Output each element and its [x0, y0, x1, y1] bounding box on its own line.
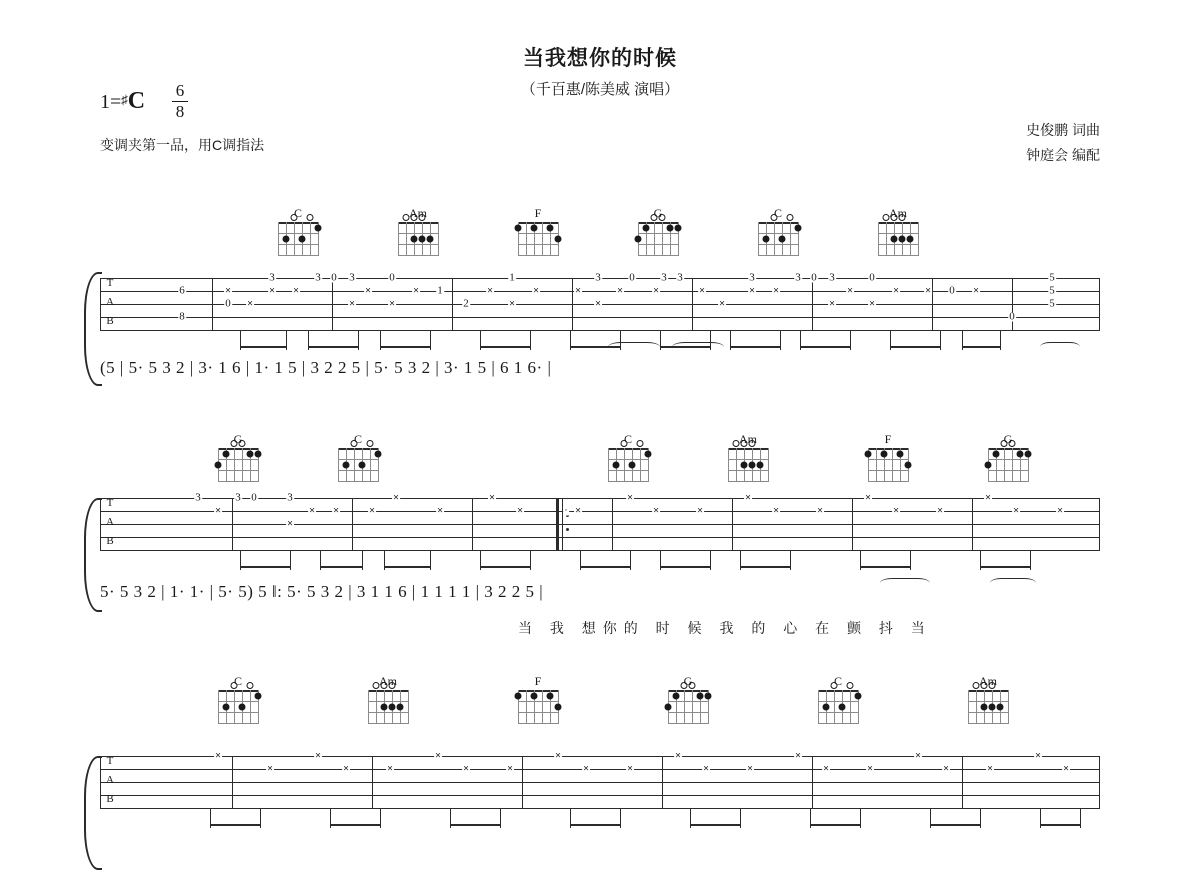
chord-grid — [668, 690, 708, 724]
mute-x-icon: × — [829, 298, 835, 310]
chord-name: C — [833, 674, 842, 688]
chord-grid — [518, 690, 558, 724]
mute-x-icon: × — [487, 285, 493, 297]
time-signature — [172, 82, 188, 121]
tab-number: 0 — [811, 271, 817, 284]
mute-x-icon: × — [463, 763, 469, 775]
chord-grid — [218, 448, 258, 482]
tab-number: 6 — [179, 284, 185, 297]
numbered-notation-row-1: (5 | 5· 5 3 2 | 3· 1 6 | 1· 1 5 | 3 2 2 5 | 5· 5 3 2 | 3· 1 5 | 6 1 6· | — [100, 358, 552, 377]
chord-name: Am — [739, 432, 757, 446]
credit-line-2: 钟庭会 编配 — [1026, 146, 1100, 163]
chord-grid — [878, 222, 918, 256]
mute-x-icon: × — [369, 505, 375, 517]
mute-x-icon: × — [349, 298, 355, 310]
tab-number: 3 — [795, 271, 801, 284]
capo-note: 变调夹第一品，用C调指法 — [100, 137, 265, 153]
mute-x-icon: × — [847, 285, 853, 297]
mute-x-icon: × — [893, 505, 899, 517]
mute-x-icon: × — [393, 492, 399, 504]
mute-x-icon: × — [617, 285, 623, 297]
mute-x-icon: × — [973, 285, 979, 297]
mute-x-icon: × — [509, 298, 515, 310]
mute-x-icon: × — [489, 492, 495, 504]
mute-x-icon: × — [269, 285, 275, 297]
credits — [1026, 118, 1100, 167]
mute-x-icon: × — [925, 285, 931, 297]
time-denominator: 8 — [175, 101, 185, 121]
tab-number: 3 — [315, 271, 321, 284]
sharp-icon: ♯ — [121, 92, 128, 107]
mute-x-icon: × — [435, 750, 441, 762]
chord-name: F — [884, 432, 892, 446]
tab-number: 0 — [869, 271, 875, 284]
mute-x-icon: × — [773, 505, 779, 517]
chord-name: G — [683, 674, 693, 688]
mute-x-icon: × — [653, 285, 659, 297]
mute-x-icon: × — [675, 750, 681, 762]
tab-clef: T A B — [106, 755, 114, 805]
mute-x-icon: × — [937, 505, 943, 517]
mute-x-icon: × — [749, 285, 755, 297]
mute-x-icon: × — [1057, 505, 1063, 517]
chord-name: F — [534, 674, 542, 688]
tab-number: 0 — [389, 271, 395, 284]
mute-x-icon: × — [773, 285, 779, 297]
chord-grid — [758, 222, 798, 256]
mute-x-icon: × — [247, 298, 253, 310]
tab-number: 0 — [331, 271, 337, 284]
mute-x-icon: × — [583, 763, 589, 775]
chord-name: Am — [979, 674, 997, 688]
mute-x-icon: × — [987, 763, 993, 775]
tab-number: 5 — [1049, 284, 1055, 297]
mute-x-icon: × — [333, 505, 339, 517]
mute-x-icon: × — [943, 763, 949, 775]
chord-grid — [278, 222, 318, 256]
chord-grid — [368, 690, 408, 724]
mute-x-icon: × — [365, 285, 371, 297]
tab-number: 3 — [235, 491, 241, 504]
tab-number: 3 — [195, 491, 201, 504]
chord-name: Am — [379, 674, 397, 688]
mute-x-icon: × — [745, 492, 751, 504]
tab-staff-3 — [100, 750, 1100, 808]
tab-number: 3 — [661, 271, 667, 284]
mute-x-icon: × — [315, 750, 321, 762]
mute-x-icon: × — [575, 505, 581, 517]
tab-staff-2 — [100, 491, 1100, 550]
mute-x-icon: × — [555, 750, 561, 762]
mute-x-icon: × — [287, 518, 293, 530]
chord-name: Am — [409, 206, 427, 220]
chord-name: C — [353, 432, 362, 446]
tab-number: 5 — [1049, 271, 1055, 284]
chord-name: Am — [889, 206, 907, 220]
chord-grid — [338, 448, 378, 482]
chord-name: C — [773, 206, 782, 220]
chord-grid — [638, 222, 678, 256]
chord-grid — [868, 448, 908, 482]
tab-number: 3 — [829, 271, 835, 284]
tab-number: 3 — [595, 271, 601, 284]
mute-x-icon: × — [387, 763, 393, 775]
tab-number: 5 — [1049, 297, 1055, 310]
mute-x-icon: × — [653, 505, 659, 517]
credit-line-1: 史俊鹏 词曲 — [1026, 122, 1100, 138]
tab-number: 0 — [1009, 310, 1015, 323]
tab-number: 3 — [269, 271, 275, 284]
tab-number: 2 — [463, 297, 469, 310]
mute-x-icon: × — [823, 763, 829, 775]
chord-grid — [988, 448, 1028, 482]
mute-x-icon: × — [627, 763, 633, 775]
tab-number: 0 — [949, 284, 955, 297]
performers: （千百惠/陈美威 演唱） — [520, 81, 680, 98]
page-title: 当我想你的时候 — [523, 47, 677, 70]
tab-number: 1 — [509, 271, 515, 284]
mute-x-icon: × — [817, 505, 823, 517]
mute-x-icon: × — [215, 750, 221, 762]
mute-x-icon: × — [533, 285, 539, 297]
key-letter: C — [127, 88, 146, 114]
time-numerator: 6 — [175, 81, 185, 100]
tab-number: 1 — [437, 284, 443, 297]
numbered-notation-row-2: 5· 5 3 2 | 1· 1· | 5· 5) 5 ‖: 5· 5 3 2 | 3 1 1 6 | 1 1 1 1 | 3 2 2 5 | — [100, 582, 544, 601]
tab-number: 3 — [677, 271, 683, 284]
slur — [672, 342, 724, 352]
mute-x-icon: × — [697, 505, 703, 517]
tab-clef: T A B — [106, 277, 114, 327]
tab-number: 8 — [179, 310, 185, 323]
chord-grid — [968, 690, 1008, 724]
tab-number: 0 — [225, 297, 231, 310]
chord-grid — [608, 448, 648, 482]
mute-x-icon: × — [1063, 763, 1069, 775]
tab-number: · — [564, 504, 568, 517]
mute-x-icon: × — [389, 298, 395, 310]
mute-x-icon: × — [293, 285, 299, 297]
mute-x-icon: × — [719, 298, 725, 310]
chord-grid — [218, 690, 258, 724]
tab-clef: T A B — [106, 497, 114, 547]
mute-x-icon: × — [703, 763, 709, 775]
mute-x-icon: × — [309, 505, 315, 517]
mute-x-icon: × — [915, 750, 921, 762]
tab-number: 3 — [287, 491, 293, 504]
chord-grid — [398, 222, 438, 256]
slur — [1040, 342, 1080, 352]
mute-x-icon: × — [507, 763, 513, 775]
mute-x-icon: × — [595, 298, 601, 310]
chord-name: F — [534, 206, 542, 220]
mute-x-icon: × — [575, 285, 581, 297]
mute-x-icon: × — [215, 505, 221, 517]
chord-grid — [818, 690, 858, 724]
slur — [608, 342, 660, 352]
mute-x-icon: × — [1013, 505, 1019, 517]
mute-x-icon: × — [985, 492, 991, 504]
chord-name: C — [233, 674, 242, 688]
mute-x-icon: × — [343, 763, 349, 775]
mute-x-icon: × — [517, 505, 523, 517]
chord-name: C — [623, 432, 632, 446]
mute-x-icon: × — [225, 285, 231, 297]
mute-x-icon: × — [865, 492, 871, 504]
tab-staff-1 — [100, 271, 1100, 330]
mute-x-icon: × — [437, 505, 443, 517]
mute-x-icon: × — [893, 285, 899, 297]
mute-x-icon: × — [1035, 750, 1041, 762]
mute-x-icon: × — [795, 750, 801, 762]
lyrics-row-2: 当 我 想你的 时 候 我 的 心 在 颤 抖 当 — [518, 620, 932, 636]
mute-x-icon: × — [699, 285, 705, 297]
key-signature — [100, 88, 145, 115]
chord-name: G — [653, 206, 663, 220]
mute-x-icon: × — [869, 298, 875, 310]
key-prefix: 1= — [100, 91, 122, 113]
chord-name: G — [1003, 432, 1013, 446]
mute-x-icon: × — [413, 285, 419, 297]
chord-name: G — [233, 432, 243, 446]
mute-x-icon: × — [747, 763, 753, 775]
mute-x-icon: × — [627, 492, 633, 504]
chord-grid — [728, 448, 768, 482]
chord-grid — [518, 222, 558, 256]
tab-number: 0 — [629, 271, 635, 284]
chord-name: C — [293, 206, 302, 220]
mute-x-icon: × — [267, 763, 273, 775]
tab-number: 3 — [749, 271, 755, 284]
tab-number: 0 — [251, 491, 257, 504]
tab-number: 3 — [349, 271, 355, 284]
mute-x-icon: × — [867, 763, 873, 775]
